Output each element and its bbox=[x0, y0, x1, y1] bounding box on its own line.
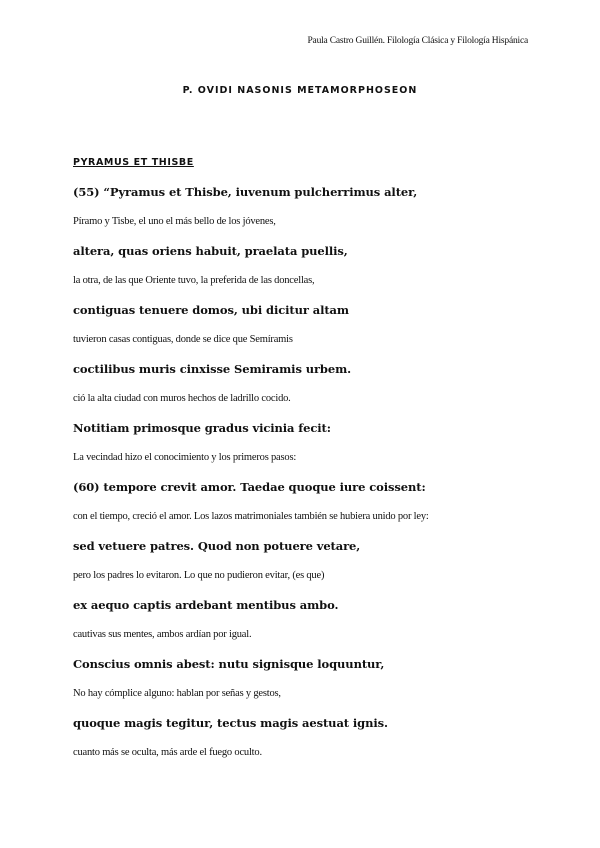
latin-verse-57: contiguas tenuere domos, ubi dicitur altam bbox=[73, 303, 349, 317]
latin-verse-63: Conscius omnis abest: nutu signisque loquuntur, bbox=[73, 657, 385, 671]
spanish-translation-58: ció la alta ciudad con muros hechos de ladrillo cocido. bbox=[73, 392, 291, 404]
section-title: PYRAMUS ET THISBE bbox=[73, 157, 194, 168]
latin-verse-64: quoque magis tegitur, tectus magis aestuat ignis. bbox=[73, 716, 388, 730]
latin-verse-61: sed vetuere patres. Quod non potuere vetare, bbox=[73, 539, 361, 553]
spanish-translation-63: No hay cómplice alguno: hablan por señas y gestos, bbox=[73, 687, 281, 699]
spanish-translation-56: la otra, de las que Oriente tuvo, la preferida de las doncellas, bbox=[73, 274, 315, 286]
spanish-translation-61: pero los padres lo evitaron. Lo que no pudieron evitar, (es que) bbox=[73, 569, 325, 581]
header-note: Paula Castro Guillén. Filología Clásica y Filología Hispánica bbox=[307, 36, 528, 46]
spanish-translation-59: La vecindad hizo el conocimiento y los primeros pasos: bbox=[73, 451, 297, 463]
verse-list bbox=[73, 183, 543, 773]
spanish-translation-60: con el tiempo, creció el amor. Los lazos matrimoniales también se hubiera unido por ley: bbox=[73, 510, 429, 522]
latin-verse-55: (55) “Pyramus et Thisbe, iuvenum pulcherrimus alter, bbox=[73, 185, 418, 199]
latin-verse-60: (60) tempore crevit amor. Taedae quoque iure coissent: bbox=[73, 480, 426, 494]
latin-verse-56: altera, quas oriens habuit, praelata puellis, bbox=[73, 244, 348, 258]
latin-verse-58: coctilibus muris cinxisse Semiramis urbem. bbox=[73, 362, 352, 376]
spanish-translation-57: tuvieron casas contiguas, donde se dice que Semíramis bbox=[73, 333, 293, 345]
latin-verse-62: ex aequo captis ardebant mentibus ambo. bbox=[73, 598, 339, 612]
spanish-translation-55: Píramo y Tisbe, el uno el más bello de los jóvenes, bbox=[73, 215, 276, 227]
spanish-translation-64: cuanto más se oculta, más arde el fuego oculto. bbox=[73, 746, 262, 758]
latin-verse-59: Notitiam primosque gradus vicinia fecit: bbox=[73, 421, 331, 435]
page-title: P. OVIDI NASONIS METAMORPHOSEON bbox=[182, 85, 418, 96]
spanish-translation-62: cautivas sus mentes, ambos ardían por igual. bbox=[73, 628, 252, 640]
